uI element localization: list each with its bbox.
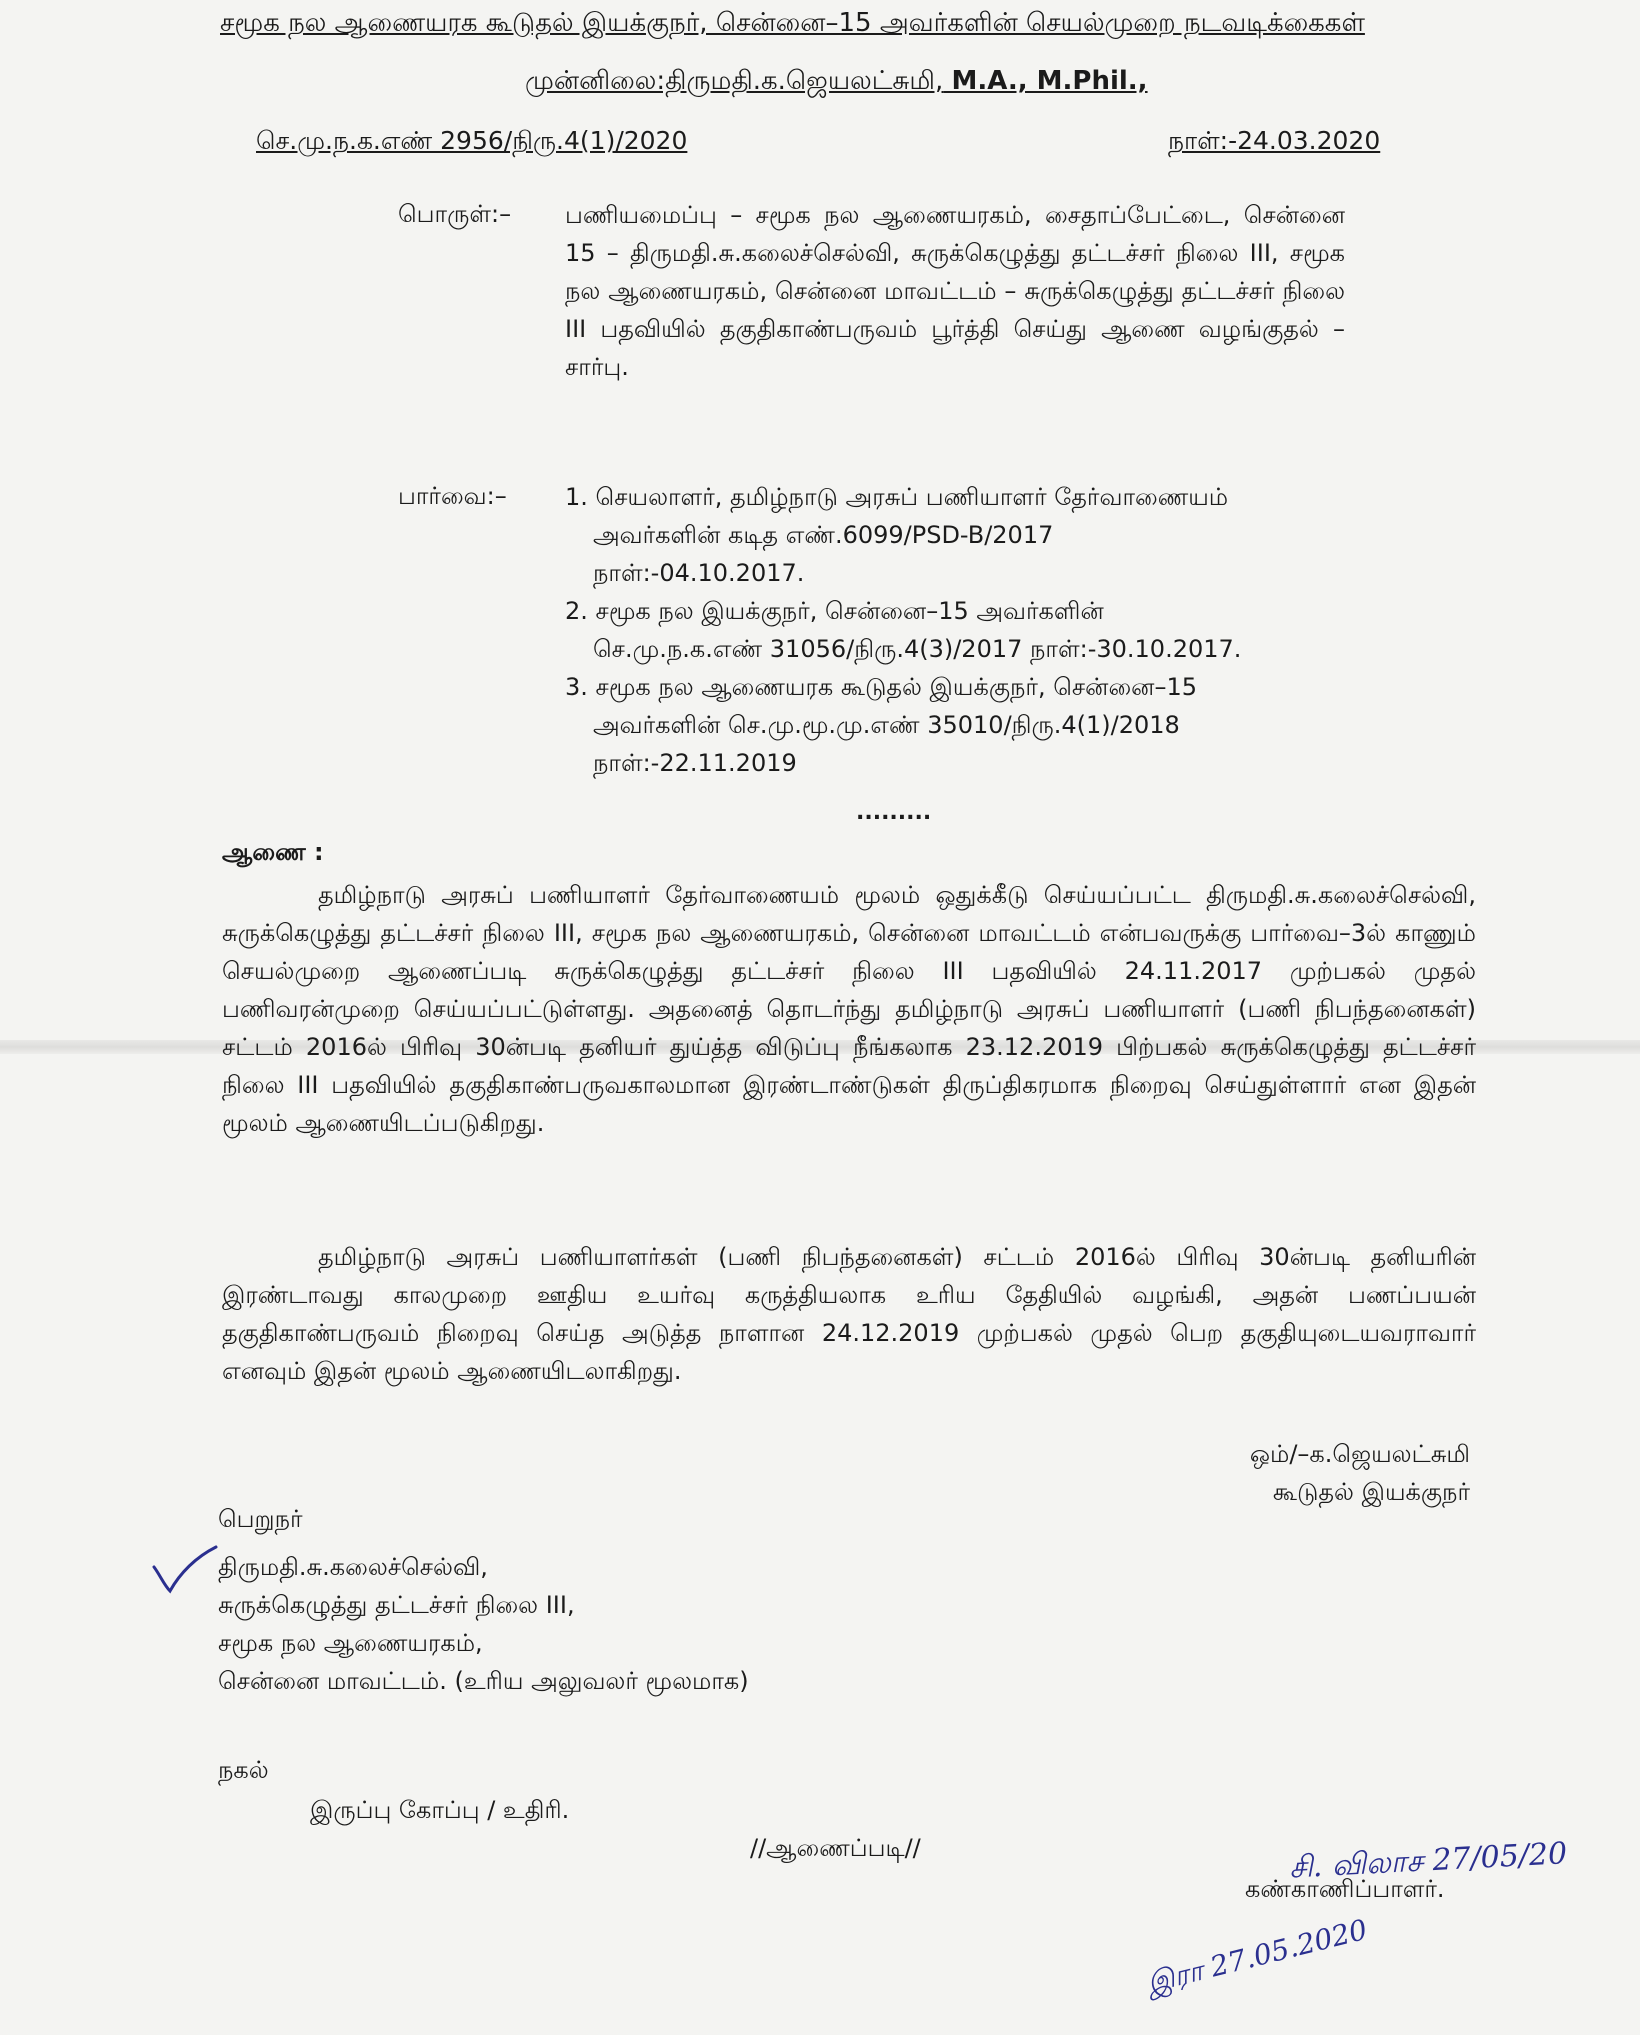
- handwritten-date-text: இரா 27.05.2020: [1143, 1912, 1371, 2000]
- copy-label: நகல்: [218, 1756, 269, 1784]
- recipient-address: [218, 1548, 749, 1700]
- reference-item-1: [565, 478, 1241, 592]
- recipient-line-4: சென்னை மாவட்டம். (உரிய அலுவலர் மூலமாக): [218, 1667, 749, 1695]
- order-date: நாள்:-24.03.2020: [1168, 126, 1381, 155]
- recipient-line-3: சமூக நல ஆணையரகம்,: [218, 1629, 483, 1657]
- by-order-line: //ஆணைப்படி//: [750, 1834, 921, 1862]
- reference-item-3: [565, 668, 1241, 782]
- order-paragraph-2: தமிழ்நாடு அரசுப் பணியாளர்கள் (பணி நிபந்தனைகள்) சட்டம் 2016ல் பிரிவு 30ன்படி தனியரின் இரண்டாவது காலமுறை ஊதிய உயர்வு கருத்தியலாக உரிய தேதியில் வழங்கி, அதன் பணப்பயன் தகுதிகாண்பருவம் நிறைவு செய்த அடுத்த நாளான 24.12.2019 முற்பகல் முதல் பெற தகுதியுடையவராவார் எனவும் இதன் மூலம் ஆணையிடலாகிறது.: [222, 1243, 1476, 1385]
- recipient-line-1: திருமதி.சு.கலைச்செல்வி,: [218, 1553, 488, 1581]
- reference-1-line1: 1. செயலாளர், தமிழ்நாடு அரசுப் பணியாளர் தேர்வாணையம்: [565, 483, 1229, 511]
- reference-2-line1: 2. சமூக நல இயக்குநர், சென்னை–15 அவர்களின்: [565, 597, 1104, 625]
- presence-qualifications: M.A., M.Phil.,: [951, 66, 1148, 96]
- reference-3-line1: 3. சமூக நல ஆணையரக கூடுதல் இயக்குநர், சென்னை–15: [565, 673, 1197, 701]
- presence-name: முன்னிலை:திருமதி.க.ஜெயலட்சுமி,: [525, 66, 944, 96]
- reference-number: செ.மு.ந.க.எண் 2956/நிரு.4(1)/2020: [256, 126, 688, 155]
- document-heading: சமூக நல ஆணையரக கூடுதல் இயக்குநர், சென்னை–15 அவர்களின் செயல்முறை நடவடிக்கைகள்: [220, 8, 1365, 38]
- superintendent-designation: கண்காணிப்பாளர்.: [1245, 1875, 1445, 1903]
- presence-line: [525, 66, 1148, 99]
- copy-item: இருப்பு கோப்பு / உதிரி.: [310, 1796, 570, 1824]
- references-label: பார்வை:–: [398, 482, 507, 510]
- handwritten-initials-text: சி. விலாச 27/05/20: [1288, 1836, 1568, 1886]
- section-separator: .........: [856, 800, 932, 825]
- handwritten-date-note: [1140, 1900, 1371, 2030]
- subject-label: பொருள்:–: [398, 200, 512, 228]
- signature-block: [1250, 1435, 1470, 1511]
- signatory-designation: கூடுதல் இயக்குநர்: [1272, 1478, 1470, 1506]
- reference-item-2: [565, 592, 1241, 668]
- reference-2-line2: செ.மு.ந.க.எண் 31056/நிரு.4(3)/2017 நாள்:-30.10.2017.: [593, 635, 1242, 663]
- reference-1-line2: அவர்களின் கடித எண்.6099/PSD-B/2017: [593, 521, 1054, 549]
- check-mark-icon: [150, 1545, 220, 1595]
- subject-text: பணியமைப்பு – சமூக நல ஆணையரகம், சைதாப்பேட்டை, சென்னை 15 – திருமதி.சு.கலைச்செல்வி, சுருக்கெழுத்து தட்டச்சர் நிலை III, சமூக நல ஆணையரகம், சென்னை மாவட்டம் – சுருக்கெழுத்து தட்டச்சர் நிலை III பதவியில் தகுதிகாண்பருவம் பூர்த்தி செய்து ஆணை வழங்குதல் – சார்பு.: [565, 201, 1346, 381]
- recipient-label: பெறுநர்: [218, 1505, 303, 1533]
- reference-1-line3: நாள்:-04.10.2017.: [593, 559, 805, 587]
- order-paragraph-1: தமிழ்நாடு அரசுப் பணியாளர் தேர்வாணையம் மூலம் ஒதுக்கீடு செய்யப்பட்ட திருமதி.சு.கலைச்செல்வி, சுருக்கெழுத்து தட்டச்சர் நிலை III, சமூக நல ஆணையரகம், சென்னை மாவட்டம் என்பவருக்கு பார்வை–3ல் காணும் செயல்முறை ஆணைப்படி சுருக்கெழுத்து தட்டச்சர் நிலை III பதவியில் 24.11.2017 முற்பகல் முதல் பணிவரன்முறை செய்யப்பட்டுள்ளது. அதனைத் தொடர்ந்து தமிழ்நாடு அரசுப் பணியாளர் (பணி நிபந்தனைகள்) சட்டம் 2016ல் பிரிவு 30ன்படி தனியர் துய்த்த விடுப்பு நீங்கலாக 23.12.2019 பிற்பகல் சுருக்கெழுத்து தட்டச்சர் நிலை III பதவியில் தகுதிகாண்பருவகாலமான இரண்டாண்டுகள் திருப்திகரமாக நிறைவு செய்துள்ளார் என இதன் மூலம் ஆணையிடப்படுகிறது.: [222, 881, 1476, 1137]
- references-list: [565, 478, 1241, 782]
- signatory-name: ஒம்/–க.ஜெயலட்சுமி: [1249, 1440, 1470, 1468]
- reference-3-line3: நாள்:-22.11.2019: [593, 749, 797, 777]
- recipient-line-2: சுருக்கெழுத்து தட்டச்சர் நிலை III,: [218, 1591, 575, 1619]
- reference-3-line2: அவர்களின் செ.மு.மூ.மு.எண் 35010/நிரு.4(1)/2018: [593, 711, 1180, 739]
- order-label: ஆணை :: [222, 838, 324, 866]
